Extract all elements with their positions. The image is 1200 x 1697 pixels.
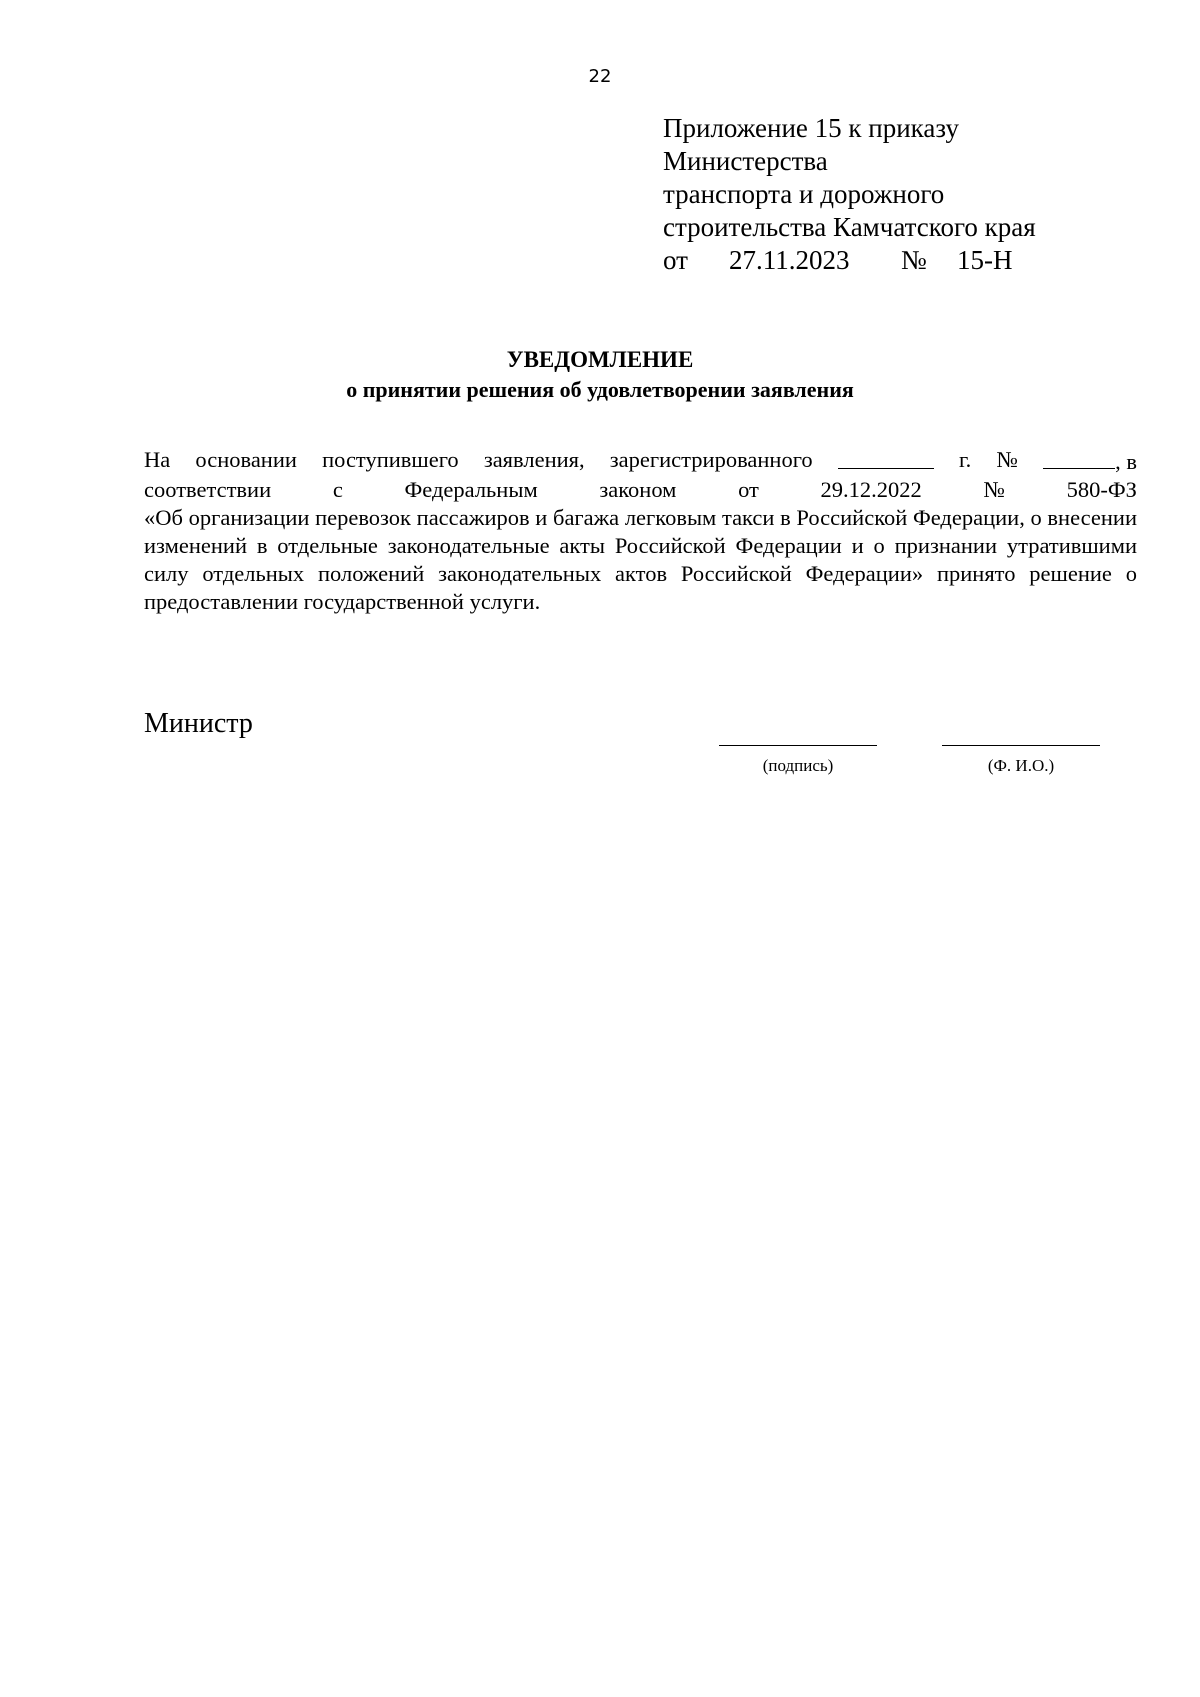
registration-number-group (1043, 446, 1137, 476)
order-from-label: от (663, 245, 688, 275)
body-word: Федеральным (404, 477, 538, 502)
minister-title: Министр (144, 708, 253, 739)
line-ending: , в (1115, 449, 1137, 474)
body-word: зарегистрированного (609, 447, 813, 472)
law-number: 580-ФЗ (1066, 477, 1137, 502)
order-number: 15-Н (957, 245, 1013, 275)
document-title: УВЕДОМЛЕНИЕ (506, 347, 694, 372)
body-line-2 (144, 476, 1137, 504)
body-word: основании (195, 447, 297, 472)
number-sign: № (996, 447, 1018, 472)
document-title-block (0, 345, 1200, 405)
registration-date-blank (838, 446, 934, 469)
body-word: от (738, 477, 759, 502)
appendix-line: Министерства (663, 146, 828, 176)
appendix-header (663, 112, 1133, 277)
order-reference (663, 244, 1133, 277)
order-date: 27.11.2023 (729, 245, 850, 275)
appendix-line: транспорта и дорожного (663, 179, 945, 209)
body-word: На (144, 447, 171, 472)
body-line-1 (144, 446, 1137, 476)
signature-line (719, 735, 877, 746)
fio-line (942, 735, 1100, 746)
order-number-sign: № (901, 245, 927, 275)
signature-caption: (подпись) (762, 756, 834, 775)
body-word: поступившего (322, 447, 459, 472)
body-word: соответствии (144, 477, 272, 502)
law-date: 29.12.2022 (820, 477, 922, 502)
appendix-line: строительства Камчатского края (663, 212, 1036, 242)
fio-caption: (Ф. И.О.) (987, 756, 1055, 775)
year-suffix: г. (958, 447, 972, 472)
registration-number-blank (1043, 446, 1115, 469)
body-word: законом (599, 477, 677, 502)
appendix-line: Приложение 15 к приказу (663, 113, 959, 143)
law-number-sign: № (983, 477, 1005, 502)
page-number: 22 (588, 66, 612, 87)
document-subtitle: о принятии решения об удовлетворении заявления (346, 377, 854, 402)
notice-body (144, 446, 1137, 616)
body-word: заявления, (483, 447, 585, 472)
body-paragraph-rest: «Об организации перевозок пассажиров и багажа легковым такси в Российской Федерации, о внесении изменений в отдельные законодательные акты Российской Федерации и о признании утратившими силу отдельных положений законодательных актов Российской Федерации» принято решение о предоставлении государственной услуги. (144, 505, 1137, 614)
body-word: с (332, 477, 343, 502)
signature-block (144, 708, 1144, 788)
